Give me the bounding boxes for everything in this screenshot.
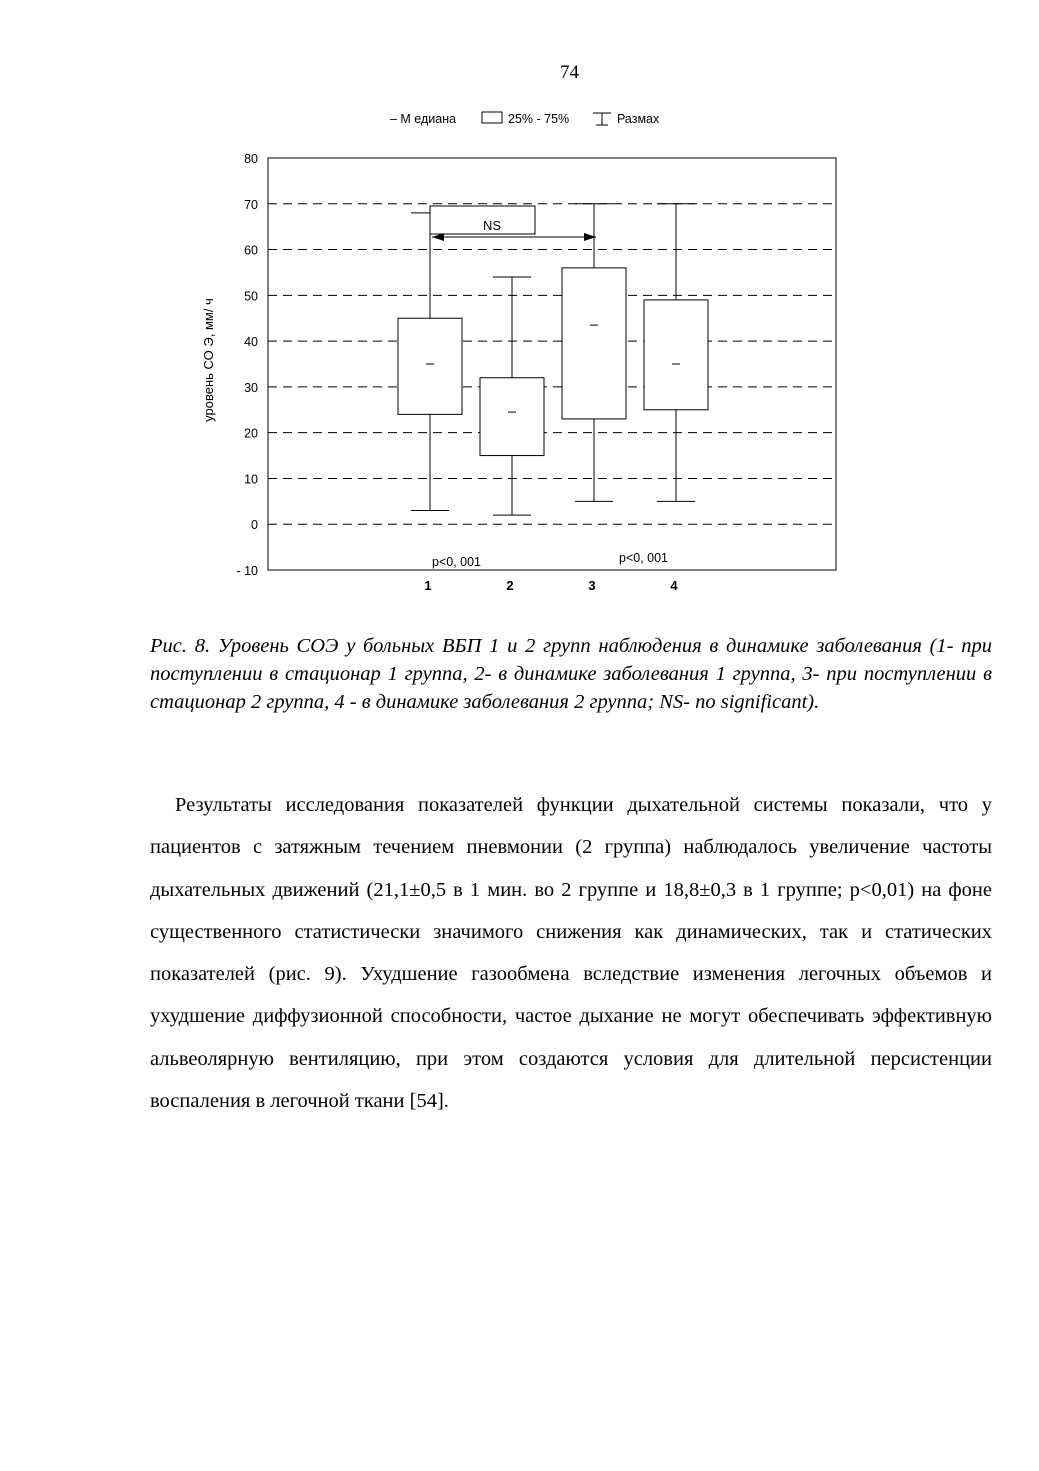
legend-box-swatch — [482, 112, 502, 123]
y-tick-label: 20 — [244, 426, 258, 441]
legend-whisker-symbol — [593, 113, 611, 125]
y-tick-label: 70 — [244, 197, 258, 212]
box-3 — [562, 204, 626, 502]
iqr-box — [562, 268, 626, 419]
legend-box-label: 25% - 75% — [508, 112, 570, 126]
figure-caption: Рис. 8. Уровень СОЭ у больных ВБП 1 и 2 групп наблюдения в динамике заболевания (1- при поступлении в стационар 1 группа, 2- в динамике заболевания 1 группа, 3- при поступлении в стационар 2 группа, 4 - в динамике заболевания 2 группа; NS- no significant). — [150, 635, 992, 713]
y-tick-label: 40 — [244, 335, 258, 350]
ns-annotation — [430, 206, 596, 241]
x-tick-label: 1 — [424, 578, 432, 593]
box-4 — [644, 204, 708, 502]
y-tick-labels — [236, 152, 258, 578]
chart-legend — [390, 112, 660, 126]
x-tick-label: 2 — [506, 578, 514, 593]
ns-label: NS — [482, 218, 502, 233]
y-tick-label: 30 — [244, 380, 258, 395]
box-series — [398, 204, 708, 515]
page-number: 74 — [560, 62, 579, 83]
x-tick-label: 3 — [588, 578, 596, 593]
y-axis-label: уровень СО Э, мм/ ч — [201, 298, 216, 422]
gridlines — [268, 204, 836, 524]
x-tick-label: 4 — [670, 578, 678, 593]
y-tick-label: 0 — [251, 518, 258, 533]
box-1 — [398, 213, 462, 511]
legend-whisker-label: Размах — [617, 112, 660, 126]
x-tick-labels — [424, 578, 678, 593]
body-paragraph: Результаты исследования показателей функции дыхательной системы показали, что у пациентов с затяжным течением пневмонии (2 группа) наблюдалось увеличение частоты дыхательных движений (21,1±0,5 в 1 мин. во 2 группе и 18,8±0,3 в 1 группе; р<0,01) на фоне существенного статистически значимого снижения как динамических, так и статических показателей (рис. 9). Ухудшение газообмена вследствие изменения легочных объемов и ухудшение диффузионной способности, частое дыхание не могут обеспечивать эффективную альвеолярную вентиляцию, при этом создаются условия для длительной персистенции воспаления в легочной ткани [54]. — [150, 794, 992, 1113]
legend-median-label: – М едиана — [390, 112, 457, 126]
iqr-box — [398, 318, 462, 414]
y-tick-label: 50 — [244, 289, 258, 304]
y-tick-label: - 10 — [236, 564, 258, 578]
iqr-box — [644, 300, 708, 410]
p-value-label-2: p<0, 001 — [619, 551, 669, 565]
p-value-label-1: p<0, 001 — [432, 555, 482, 569]
y-tick-label: 10 — [244, 472, 258, 487]
y-tick-label: 60 — [244, 243, 258, 258]
box-2 — [480, 277, 544, 515]
box-plot-chart — [0, 0, 1039, 610]
iqr-box — [480, 378, 544, 456]
plot-frame — [268, 158, 836, 570]
y-tick-label: 80 — [244, 152, 258, 166]
